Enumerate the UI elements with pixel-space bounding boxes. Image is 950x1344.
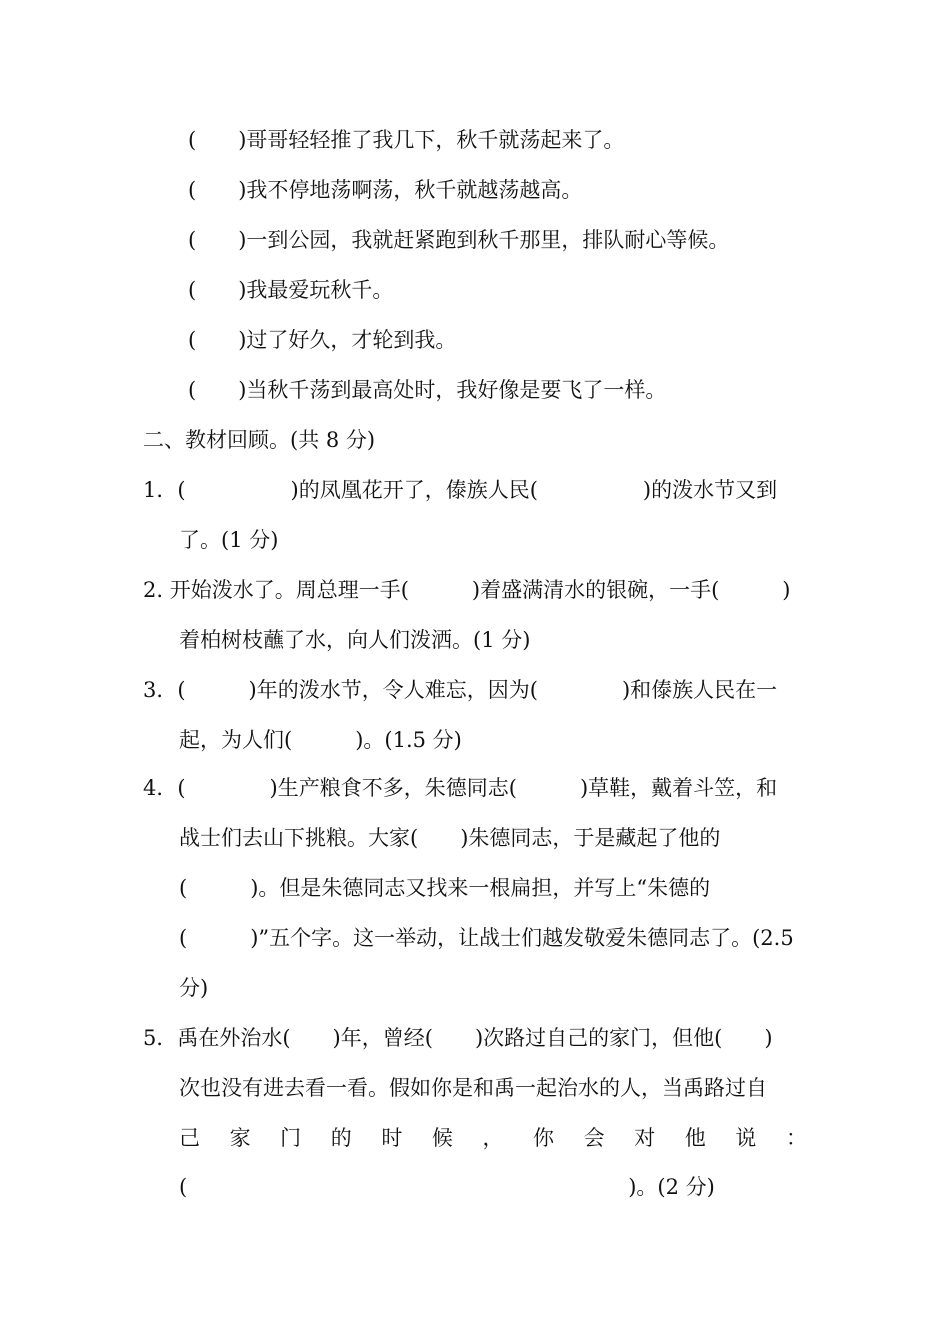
question-1-line-1: 1．( )的凤凰花开了，傣族人民( )的泼水节又到 [143,478,778,502]
q5-char: 门 [280,1126,302,1150]
question-3-line-1: 3．( )年的泼水节，令人难忘，因为( )和傣族人民在一 [143,678,778,702]
question-5-line-3 [179,1123,807,1153]
ordering-item-2: ( )我不停地荡啊荡，秋千就越荡越高。 [188,178,583,202]
question-5-line-2: 次也没有进去看一看。假如你是和禹一起治水的人，当禹路过自 [179,1076,767,1100]
q5-char: ： [785,1126,807,1150]
question-5-line-4: ( )。(2 分) [179,1175,715,1199]
ordering-item-5: ( )过了好久，才轮到我。 [188,328,457,352]
question-4-line-5: 分) [179,976,209,1000]
ordering-item-1: ( )哥哥轻轻推了我几下，秋千就荡起来了。 [188,128,625,152]
section-heading: 二、教材回顾。(共 8 分) [143,428,376,452]
ordering-item-3: ( )一到公园，我就赶紧跑到秋千那里，排队耐心等候。 [188,228,730,252]
q5-char: 说 [735,1126,757,1150]
q5-char: ， [482,1126,504,1150]
question-1-line-2: 了。(1 分) [179,528,279,552]
q5-char: 时 [381,1126,403,1150]
q5-char: 对 [634,1126,656,1150]
question-4-line-3: ( )。但是朱德同志又找来一根扁担，并写上“朱德的 [179,876,711,900]
question-5-line-1: 5．禹在外治水( )年，曾经( )次路过自己的家门，但他( ) [143,1026,773,1050]
question-2-line-1: 2. 开始泼水了。周总理一手( )着盛满清水的银碗，一手( ) [143,578,791,602]
q5-char: 的 [330,1126,352,1150]
q5-char: 会 [583,1126,605,1150]
ordering-item-4: ( )我最爱玩秋千。 [188,278,394,302]
ordering-item-6: ( )当秋千荡到最高处时，我好像是要飞了一样。 [188,378,667,402]
question-4-line-2: 战士们去山下挑粮。大家( )朱德同志，于是藏起了他的 [179,826,721,850]
q5-char: 候 [431,1126,453,1150]
q5-char: 家 [229,1126,251,1150]
question-3-line-2: 起，为人们( )。(1.5 分) [179,728,462,752]
question-4-line-1: 4．( )生产粮食不多，朱德同志( )草鞋，戴着斗笠，和 [143,776,778,800]
q5-char: 己 [179,1126,200,1150]
question-4-line-4: ( )”五个字。这一举动，让战士们越发敬爱朱德同志了。(2.5 [179,926,794,950]
q5-char: 你 [533,1126,555,1150]
question-2-line-2: 着柏树枝蘸了水，向人们泼洒。(1 分) [179,628,531,652]
q5-char: 他 [684,1126,706,1150]
